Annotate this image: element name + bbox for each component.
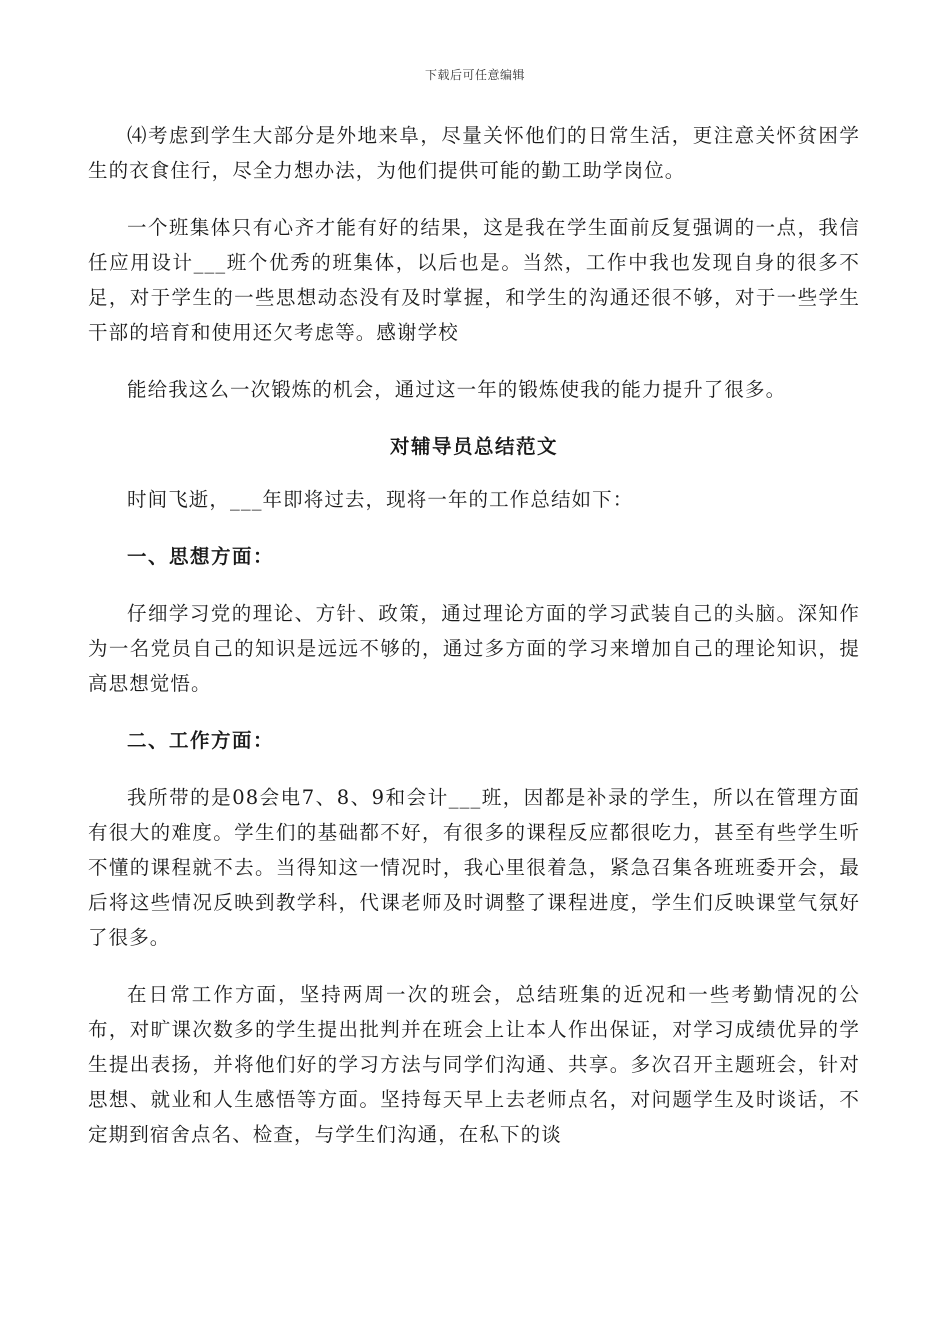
section-title: 对辅导员总结范文 bbox=[389, 435, 558, 458]
paragraph-class-unity: 一个班集体只有心齐才能有好的结果，这是我在学生面前反复强调的一点，我信任应用设计___班个优秀的班集体，以后也是。当然，工作中我也发现自身的很多不足，对于学生的一些思想动态没有及时掌握，和学生的沟通还很不够，对于一些学生干部的培育和使用还欠考虑等。感谢学校 bbox=[88, 216, 860, 344]
paragraph-daily-work: 在日常工作方面，坚持两周一次的班会，总结班集的近况和一些考勤情况的公布，对旷课次数多的学生提出批判并在班会上让本人作出保证，对学习成绩优异的学生提出表扬，并将他们好的学习方法与同学们沟通、共享。多次召开主题班会，针对思想、就业和人生感悟等方面。坚持每天早上去老师点名，对问题学生及时谈话，不定期到宿舍点名、检查，与学生们沟通，在私下的谈 bbox=[88, 983, 860, 1146]
paragraph-intro: 时间飞逝，___年即将过去，现将一年的工作总结如下： bbox=[127, 488, 634, 511]
heading-work: 二、工作方面： bbox=[127, 729, 275, 752]
paragraph-thought: 仔细学习党的理论、方针、政策，通过理论方面的学习武装自己的头脑。深知作为一名党员自己的知识是远远不够的，通过多方面的学习来增加自己的理论知识，提高思想觉悟。 bbox=[88, 602, 860, 695]
paragraph-care-students: ⑷考虑到学生大部分是外地来阜，尽量关怀他们的日常生活，更注意关怀贫困学生的衣食住行，尽全力想办法，为他们提供可能的勤工助学岗位。 bbox=[88, 124, 860, 182]
paragraph-work: 我所带的是08会电7、8、9和会计___班，因都是补录的学生，所以在管理方面有很大的难度。学生们的基础都不好，有很多的课程反应都很吃力，甚至有些学生听不懂的课程就不去。当得知这一情况时，我心里很着急，紧急召集各班班委开会，最后将这些情况反映到教学科，代课老师及时调整了课程进度，学生们反映课堂气氛好了很多。 bbox=[88, 786, 860, 949]
document-body bbox=[88, 118, 860, 1152]
paragraph-thanks: 能给我这么一次锻炼的机会，通过这一年的锻炼使我的能力提升了很多。 bbox=[127, 378, 787, 401]
header-note: 下载后可任意编辑 bbox=[424, 68, 525, 82]
heading-thought: 一、思想方面： bbox=[127, 545, 275, 568]
